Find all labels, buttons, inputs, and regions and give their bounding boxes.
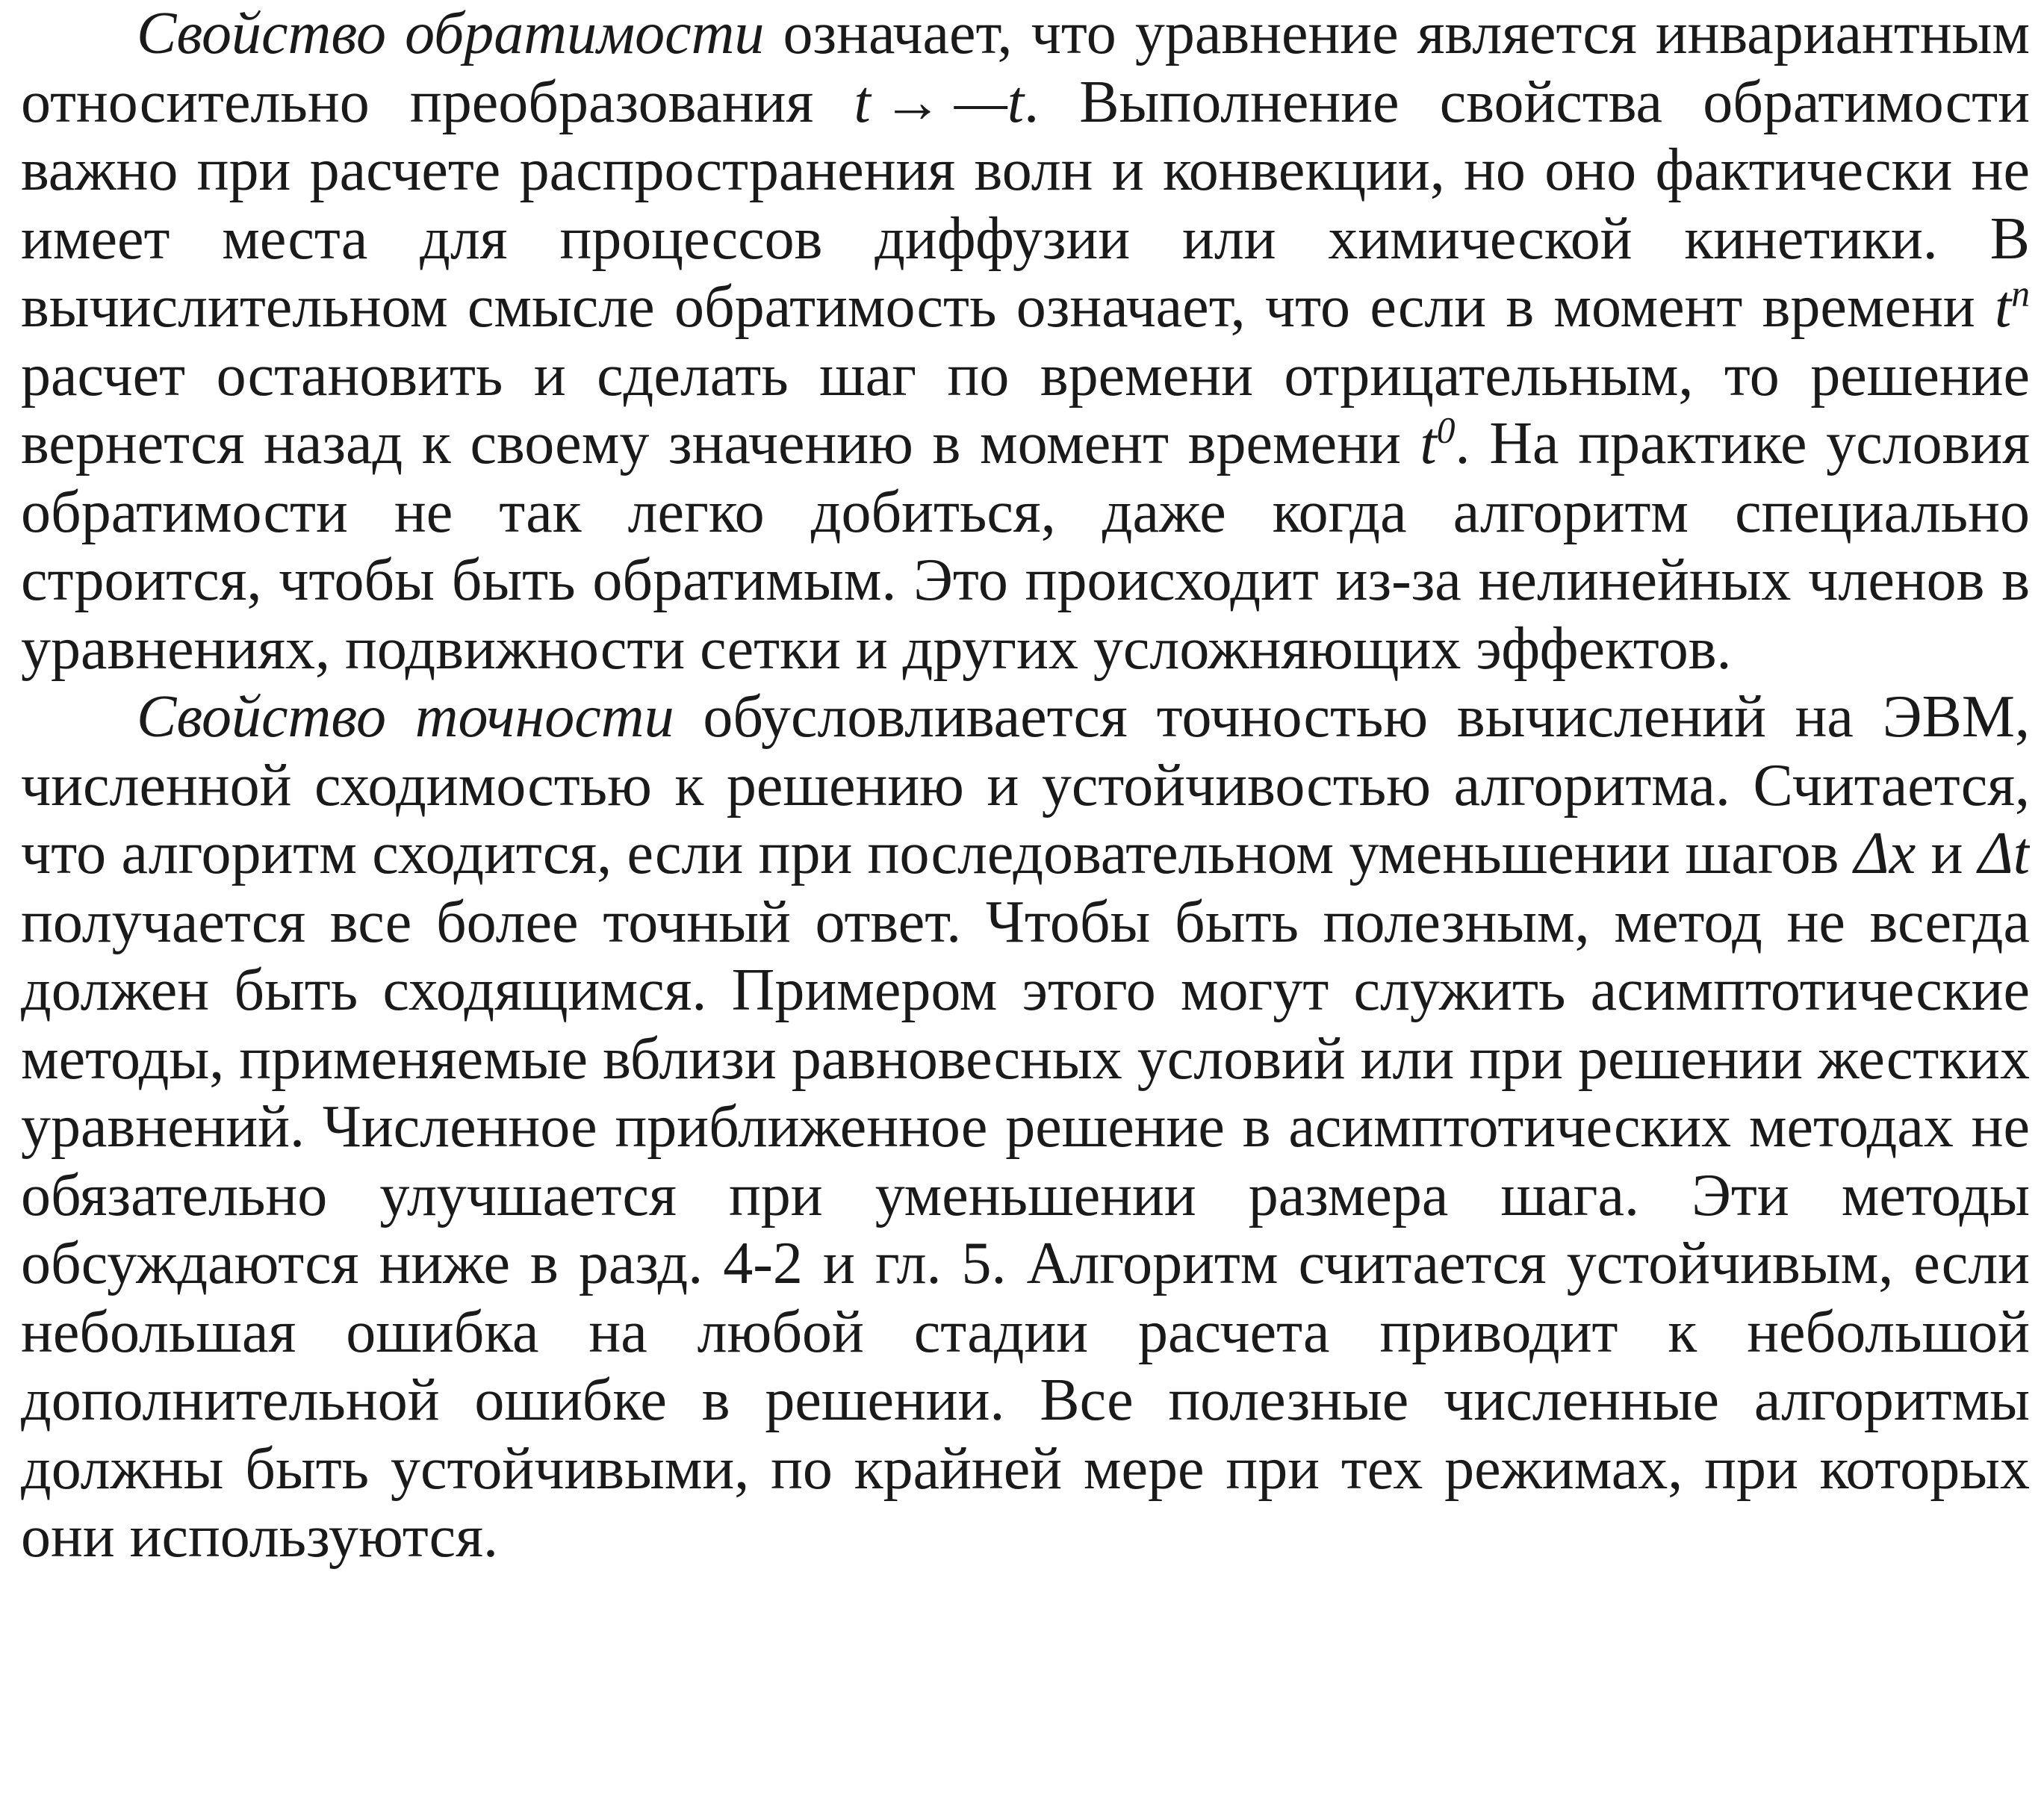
term-reversibility: Свойство обратимости (137, 1, 765, 66)
text-segment: и (1916, 821, 1978, 886)
paragraph-reversibility (21, 0, 2030, 683)
text-segment: обусловливается точностью вычислений на ЭВМ, численной сходимостью к решению и устойчивостью алгоритма. Считается, что алгоритм сходится, если при последовательном уменьшении шагов (21, 684, 2030, 886)
book-page (21, 0, 2030, 1802)
term-accuracy: Свойство точности (137, 684, 674, 750)
text-segment: получается все более точный ответ. Чтобы быть полезным, метод не всегда должен быть сходящимся. Примером этого могут служить асимптотические методы, применяемые вблизи равновесных условий или при решении жестких уравнений. Численное приближенное решение в асимптотических методах не обязательно улучшается при уменьшении размера шага. Эти методы обсуждаются ниже в разд. 4-2 и гл. 5. Алгоритм считается устойчивым, если небольшая ошибка на любой стадии расчета приводит к небольшой дополнительной ошибке в решении. Все полезные численные алгоритмы должны быть устойчивыми, по крайней мере при тех режимах, при которых они используются. (21, 889, 2030, 1570)
math-delta-x: Δx (1854, 821, 1916, 886)
math-superscript: n (2011, 273, 2030, 314)
math-superscript: 0 (1436, 409, 1456, 451)
math-t-0 (1420, 411, 1455, 476)
text-segment: означает, что уравнение является инвариантным относительно преобразования (21, 1, 2030, 135)
paragraph-accuracy (21, 683, 2030, 1572)
text-segment: расчет остановить и сделать шаг по времени отрицательным, то решение вернется назад к своему значению в момент времени (21, 342, 2030, 476)
math-base: t (1420, 411, 1437, 476)
math-time-reversal: t → —t (854, 69, 1025, 135)
math-delta-t: Δt (1978, 821, 2030, 886)
math-t-n (1995, 274, 2030, 340)
text-segment: . На практике условия обратимости не так легко добиться, даже когда алгоритм специально строится, чтобы быть обратимым. Это происходит из-за нелинейных членов в уравнениях, подвижности сетки и других усложняющих эффектов. (21, 411, 2030, 682)
math-base: t (1994, 274, 2012, 340)
text-segment: . Выполнение свойства обратимости важно при расчете распространения волн и конвекции, но оно фактически не имеет места для процессов диффузии или химической кинетики. В вычислительном смысле обратимость означает, что если в момент времени (21, 69, 2030, 340)
